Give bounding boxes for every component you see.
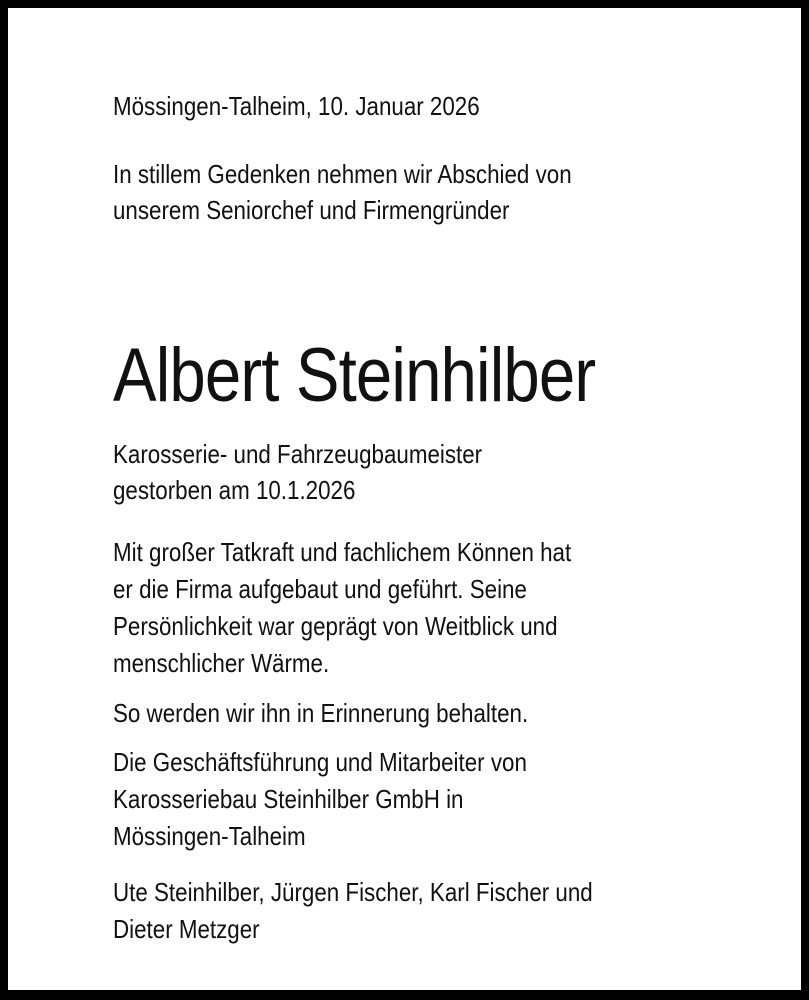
tribute-line-2: er die Firma aufgebaut und geführt. Seine [113,574,527,604]
deceased-name: Albert Steinhilber [113,333,596,418]
remembrance: So werden wir ihn in Erinnerung behalten. [113,698,529,728]
company-line-1: Die Geschäftsführung und Mitarbeiter von [113,747,527,777]
tribute-line-3: Persönlichkeit war geprägt von Weitblick und [113,611,558,641]
family-line-1: Ute Steinhilber, Jürgen Fischer, Karl Fischer und [113,877,593,907]
intro-line-1: In stillem Gedenken nehmen wir Abschied von [113,159,572,189]
deceased-title: Karosserie- und Fahrzeugbaumeister [113,439,483,469]
obituary-notice [8,8,801,990]
company-line-3: Mössingen-Talheim [113,821,306,851]
tribute-line-4: menschlicher Wärme. [113,648,330,678]
intro-line-2: unserem Seniorchef und Firmengründer [113,195,510,225]
date-of-death: gestorben am 10.1.2026 [113,475,356,505]
place-date: Mössingen-Talheim, 10. Januar 2026 [113,91,480,121]
tribute-line-1: Mit großer Tatkraft und fachlichem Können hat [113,537,572,567]
family-line-2: Dieter Metzger [113,914,260,944]
company-line-2: Karosseriebau Steinhilber GmbH in [113,784,464,814]
